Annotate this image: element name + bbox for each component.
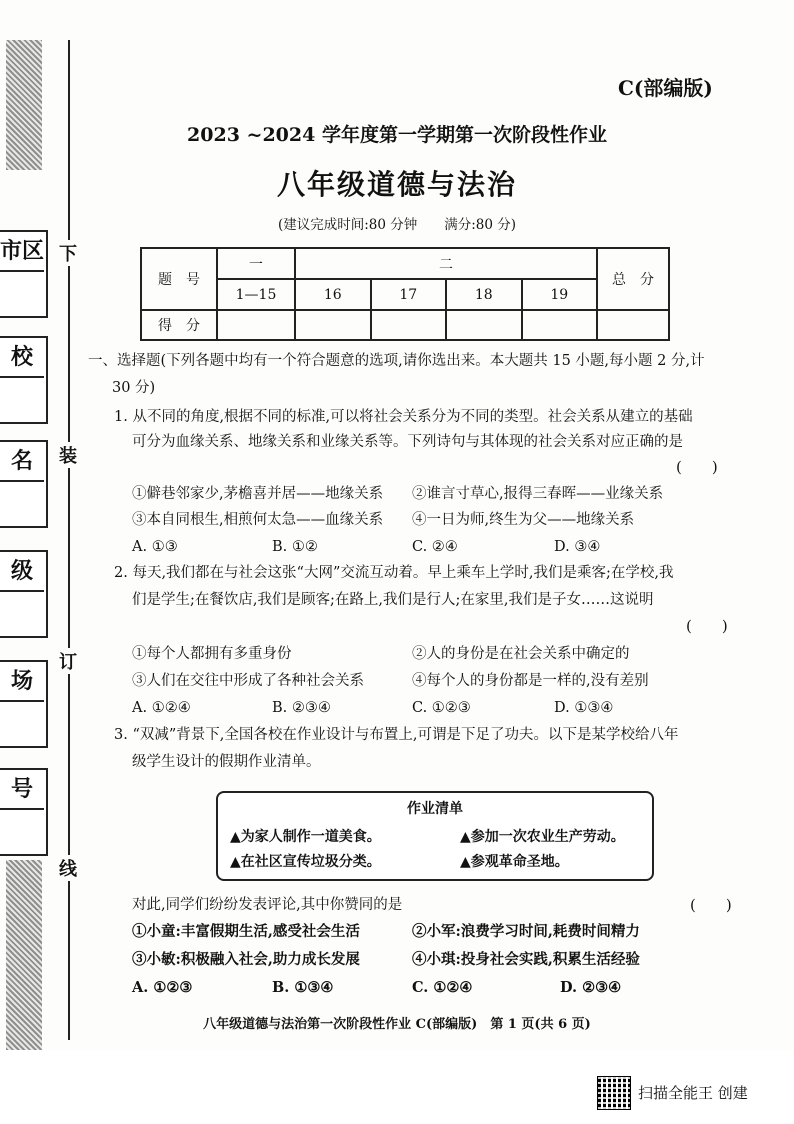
col-18: 18 bbox=[446, 279, 522, 310]
q1-stem-cont: 可分为血缘关系、地缘关系和业缘关系等。下列诗句与其体现的社会关系对应正确的是 bbox=[132, 434, 683, 450]
subject-title: 八年级道德与法治 bbox=[276, 168, 517, 201]
score-cell[interactable] bbox=[371, 310, 447, 340]
score-table bbox=[140, 247, 670, 341]
q3-statement-4: ④小琪:投身社会实践,积累生活经验 bbox=[412, 951, 640, 968]
seat-number-field[interactable] bbox=[0, 768, 48, 856]
class-field[interactable] bbox=[0, 550, 48, 638]
seal-char-xia: 下 bbox=[58, 240, 78, 266]
class-label: 级 bbox=[0, 552, 44, 592]
q1-statement-3: ③本自同根生,相煎何太急——血缘关系 bbox=[132, 512, 384, 528]
score-cell[interactable] bbox=[446, 310, 522, 340]
col-16: 16 bbox=[295, 279, 371, 310]
homework-list-title: 作业清单 bbox=[407, 801, 463, 817]
score-cell[interactable] bbox=[217, 310, 295, 340]
q3-statement-3: ③小敏:积极融入社会,助力成长发展 bbox=[132, 951, 360, 968]
q3-answer-paren[interactable]: ( ) bbox=[690, 896, 732, 914]
q1-answer-paren[interactable]: ( ) bbox=[676, 458, 718, 476]
score-cell[interactable] bbox=[522, 310, 598, 340]
homework-item: ▲为家人制作一道美食。 bbox=[230, 829, 381, 845]
col-17: 17 bbox=[371, 279, 447, 310]
homework-item: ▲在社区宣传垃圾分类。 bbox=[230, 854, 381, 870]
seal-char-xian: 线 bbox=[58, 855, 78, 881]
q1-option-b[interactable]: B. ①② bbox=[272, 539, 318, 555]
q2-statement-4: ④每个人的身份都是一样的,没有差别 bbox=[412, 673, 649, 689]
col-1-15: 1—15 bbox=[217, 279, 295, 310]
q3-statement-1: ①小童:丰富假期生活,感受社会生活 bbox=[132, 923, 360, 940]
q2-statement-1: ①每个人都拥有多重身份 bbox=[132, 646, 292, 662]
scan-noise bbox=[6, 40, 42, 170]
city-field[interactable] bbox=[0, 230, 48, 318]
q1-option-c[interactable]: C. ②④ bbox=[412, 539, 458, 555]
q3-stem: 3. “双减”背景下,全国各校在作业设计与布置上,可谓是下足了功夫。以下是某学校给八年 bbox=[114, 727, 679, 743]
page-footer: 八年级道德与法治第一次阶段性作业 C(部编版) 第 1 页(共 6 页) bbox=[203, 1017, 591, 1032]
q2-option-a[interactable]: A. ①②④ bbox=[132, 700, 191, 716]
city-label: 市区 bbox=[0, 232, 44, 272]
score-cell[interactable] bbox=[295, 310, 371, 340]
q1-statement-2: ②谁言寸草心,报得三春晖——业缘关系 bbox=[412, 486, 664, 502]
q3-stem-cont: 级学生设计的假期作业清单。 bbox=[132, 754, 321, 770]
q2-statement-2: ②人的身份是在社会关系中确定的 bbox=[412, 646, 630, 662]
section-heading: 一、选择题(下列各题中均有一个符合题意的选项,请你选出来。本大题共 15 小题,每小题 2 分,计 bbox=[88, 353, 705, 369]
homework-item: ▲参观革命圣地。 bbox=[460, 854, 569, 870]
q3-question: 对此,同学们纷纷发表评论,其中你赞同的是 bbox=[132, 897, 403, 913]
name-label: 名 bbox=[0, 442, 44, 482]
q1-statement-1: ①僻巷邻家少,茅檐喜并居——地缘关系 bbox=[132, 486, 384, 502]
q2-option-c[interactable]: C. ①②③ bbox=[412, 700, 471, 716]
seat-number-label: 号 bbox=[0, 770, 44, 810]
q2-stem-cont: 们是学生;在餐饮店,我们是顾客;在路上,我们是行人;在家里,我们是子女……这说明 bbox=[132, 592, 654, 608]
q3-option-a[interactable]: A. ①②③ bbox=[132, 979, 193, 996]
seal-char-zhuang: 装 bbox=[58, 442, 78, 468]
q2-answer-paren[interactable]: ( ) bbox=[686, 617, 728, 635]
q1-stem: 1. 从不同的角度,根据不同的标准,可以将社会关系分为不同的类型。社会关系从建立的基础 bbox=[114, 409, 693, 425]
group-one-header: 一 bbox=[217, 248, 295, 279]
seal-char-ding: 订 bbox=[58, 648, 78, 674]
score-label: 得 分 bbox=[141, 310, 217, 340]
q1-option-a[interactable]: A. ①③ bbox=[132, 539, 178, 555]
col-19: 19 bbox=[522, 279, 598, 310]
question-number-label: 题 号 bbox=[141, 248, 217, 310]
q3-option-d[interactable]: D. ②③④ bbox=[560, 979, 622, 996]
qr-code-icon bbox=[597, 1076, 631, 1110]
q3-statement-2: ②小军:浪费学习时间,耗费时间精力 bbox=[412, 923, 640, 940]
exam-room-field[interactable] bbox=[0, 660, 48, 748]
q2-statement-3: ③人们在交往中形成了各种社会关系 bbox=[132, 673, 364, 689]
time-note: (建议完成时间:80 分钟 满分:80 分) bbox=[277, 217, 517, 233]
total-score-label: 总 分 bbox=[597, 248, 669, 310]
name-field[interactable] bbox=[0, 440, 48, 528]
q1-option-d[interactable]: D. ③④ bbox=[554, 539, 601, 555]
exam-period-title: 2023 ~2024 学年度第一学期第一次阶段性作业 bbox=[187, 124, 607, 146]
school-field[interactable] bbox=[0, 336, 48, 424]
q2-option-d[interactable]: D. ①③④ bbox=[554, 700, 614, 716]
section-heading-cont: 30 分) bbox=[112, 380, 156, 396]
edition-tag: C(部编版) bbox=[618, 76, 713, 100]
q2-option-b[interactable]: B. ②③④ bbox=[272, 700, 331, 716]
group-two-header: 二 bbox=[295, 248, 597, 279]
q2-stem: 2. 每天,我们都在与社会这张“大网”交流互动着。早上乘车上学时,我们是乘客;在学校,我 bbox=[114, 565, 674, 581]
total-score-cell[interactable] bbox=[597, 310, 669, 340]
homework-list-box bbox=[216, 791, 654, 881]
exam-room-label: 场 bbox=[0, 662, 44, 702]
q3-option-c[interactable]: C. ①②④ bbox=[412, 979, 473, 996]
q1-statement-4: ④一日为师,终生为父——地缘关系 bbox=[412, 512, 635, 528]
homework-item: ▲参加一次农业生产劳动。 bbox=[460, 829, 625, 845]
school-label: 校 bbox=[0, 338, 44, 378]
scanner-watermark: 扫描全能王 创建 bbox=[638, 1084, 748, 1102]
q3-option-b[interactable]: B. ①③④ bbox=[272, 979, 334, 996]
